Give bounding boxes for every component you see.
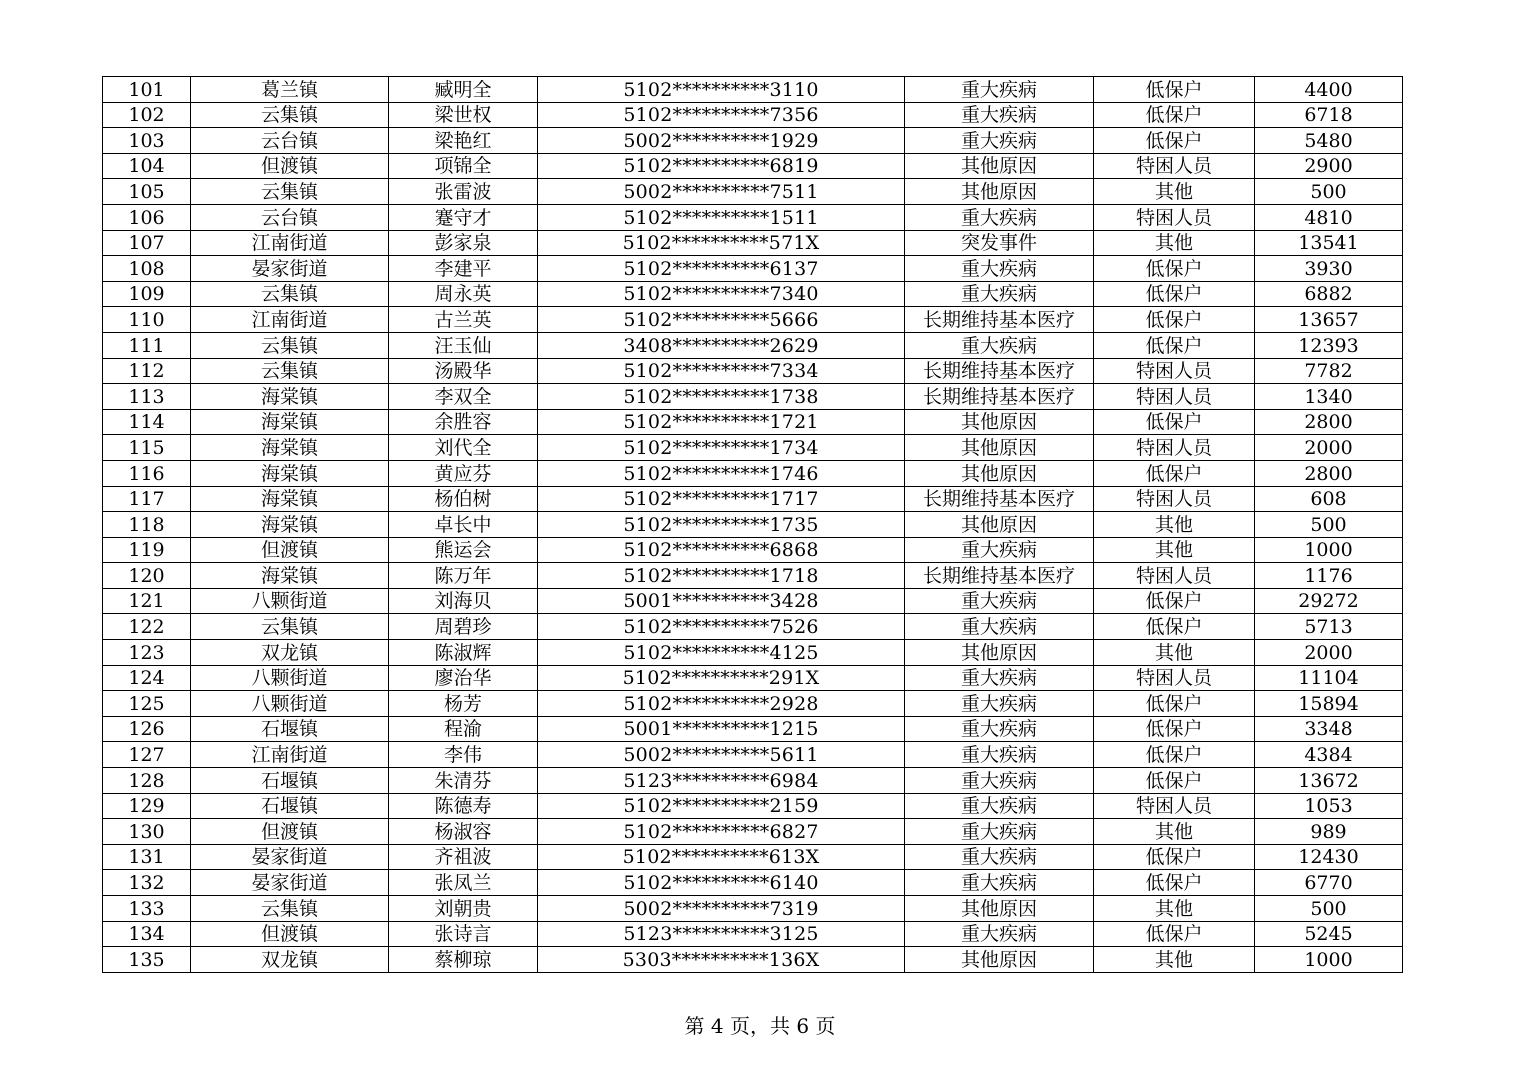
row-number-cell: 126 — [103, 716, 191, 742]
reason-cell: 长期维持基本医疗 — [905, 307, 1094, 333]
id-number-cell: 5303**********136X — [538, 947, 905, 973]
row-number-cell: 114 — [103, 409, 191, 435]
amount-cell: 1176 — [1255, 563, 1403, 589]
row-number-cell: 110 — [103, 307, 191, 333]
name-cell: 张雷波 — [389, 179, 538, 205]
category-cell: 特困人员 — [1094, 563, 1255, 589]
category-cell: 其他 — [1094, 179, 1255, 205]
reason-cell: 重大疾病 — [905, 102, 1094, 128]
town-cell: 但渡镇 — [191, 819, 389, 845]
name-cell: 臧明全 — [389, 77, 538, 103]
name-cell: 陈德寿 — [389, 793, 538, 819]
town-cell: 海棠镇 — [191, 435, 389, 461]
town-cell: 但渡镇 — [191, 537, 389, 563]
id-number-cell: 5102**********5666 — [538, 307, 905, 333]
town-cell: 葛兰镇 — [191, 77, 389, 103]
reason-cell: 其他原因 — [905, 153, 1094, 179]
table-row — [103, 588, 1403, 614]
reason-cell: 重大疾病 — [905, 588, 1094, 614]
reason-cell: 重大疾病 — [905, 691, 1094, 717]
amount-cell: 500 — [1255, 896, 1403, 922]
name-cell: 程渝 — [389, 716, 538, 742]
category-cell: 其他 — [1094, 230, 1255, 256]
name-cell: 古兰英 — [389, 307, 538, 333]
table-body — [103, 77, 1403, 973]
row-number-cell: 125 — [103, 691, 191, 717]
reason-cell: 重大疾病 — [905, 921, 1094, 947]
reason-cell: 其他原因 — [905, 896, 1094, 922]
category-cell: 低保户 — [1094, 77, 1255, 103]
row-number-cell: 130 — [103, 819, 191, 845]
amount-cell: 1000 — [1255, 947, 1403, 973]
id-number-cell: 5102**********7334 — [538, 358, 905, 384]
town-cell: 云集镇 — [191, 614, 389, 640]
id-number-cell: 5102**********1717 — [538, 486, 905, 512]
category-cell: 低保户 — [1094, 128, 1255, 154]
name-cell: 汪玉仙 — [389, 332, 538, 358]
name-cell: 李伟 — [389, 742, 538, 768]
town-cell: 但渡镇 — [191, 921, 389, 947]
id-number-cell: 5102**********1721 — [538, 409, 905, 435]
table-row — [103, 102, 1403, 128]
row-number-cell: 116 — [103, 460, 191, 486]
town-cell: 但渡镇 — [191, 153, 389, 179]
reason-cell: 长期维持基本医疗 — [905, 358, 1094, 384]
category-cell: 其他 — [1094, 640, 1255, 666]
category-cell: 其他 — [1094, 947, 1255, 973]
amount-cell: 3348 — [1255, 716, 1403, 742]
reason-cell: 重大疾病 — [905, 204, 1094, 230]
id-number-cell: 5102**********1718 — [538, 563, 905, 589]
name-cell: 熊运会 — [389, 537, 538, 563]
id-number-cell: 5102**********571X — [538, 230, 905, 256]
category-cell: 低保户 — [1094, 256, 1255, 282]
reason-cell: 长期维持基本医疗 — [905, 486, 1094, 512]
amount-cell: 2000 — [1255, 640, 1403, 666]
id-number-cell: 5102**********6140 — [538, 870, 905, 896]
row-number-cell: 132 — [103, 870, 191, 896]
table-row — [103, 307, 1403, 333]
amount-cell: 13657 — [1255, 307, 1403, 333]
id-number-cell: 5102**********2928 — [538, 691, 905, 717]
table-row — [103, 691, 1403, 717]
table-row — [103, 358, 1403, 384]
row-number-cell: 119 — [103, 537, 191, 563]
amount-cell: 3930 — [1255, 256, 1403, 282]
town-cell: 海棠镇 — [191, 384, 389, 410]
amount-cell: 500 — [1255, 179, 1403, 205]
category-cell: 低保户 — [1094, 691, 1255, 717]
town-cell: 石堰镇 — [191, 793, 389, 819]
name-cell: 刘代全 — [389, 435, 538, 461]
town-cell: 云集镇 — [191, 281, 389, 307]
amount-cell: 2900 — [1255, 153, 1403, 179]
table-row — [103, 870, 1403, 896]
category-cell: 特困人员 — [1094, 793, 1255, 819]
row-number-cell: 108 — [103, 256, 191, 282]
name-cell: 朱清芬 — [389, 768, 538, 794]
reason-cell: 重大疾病 — [905, 716, 1094, 742]
reason-cell: 长期维持基本医疗 — [905, 384, 1094, 410]
table-row — [103, 716, 1403, 742]
category-cell: 特困人员 — [1094, 358, 1255, 384]
table-row — [103, 512, 1403, 538]
town-cell: 双龙镇 — [191, 947, 389, 973]
reason-cell: 其他原因 — [905, 409, 1094, 435]
amount-cell: 5713 — [1255, 614, 1403, 640]
category-cell: 其他 — [1094, 512, 1255, 538]
reason-cell: 重大疾病 — [905, 128, 1094, 154]
row-number-cell: 106 — [103, 204, 191, 230]
table-row — [103, 819, 1403, 845]
amount-cell: 989 — [1255, 819, 1403, 845]
name-cell: 彭家泉 — [389, 230, 538, 256]
row-number-cell: 133 — [103, 896, 191, 922]
id-number-cell: 5002**********5611 — [538, 742, 905, 768]
town-cell: 八颗街道 — [191, 588, 389, 614]
town-cell: 江南街道 — [191, 307, 389, 333]
amount-cell: 5480 — [1255, 128, 1403, 154]
reason-cell: 重大疾病 — [905, 281, 1094, 307]
amount-cell: 7782 — [1255, 358, 1403, 384]
town-cell: 晏家街道 — [191, 844, 389, 870]
reason-cell: 重大疾病 — [905, 844, 1094, 870]
amount-cell: 29272 — [1255, 588, 1403, 614]
table-row — [103, 384, 1403, 410]
name-cell: 李建平 — [389, 256, 538, 282]
row-number-cell: 135 — [103, 947, 191, 973]
category-cell: 低保户 — [1094, 409, 1255, 435]
row-number-cell: 103 — [103, 128, 191, 154]
id-number-cell: 5102**********1735 — [538, 512, 905, 538]
table-row — [103, 665, 1403, 691]
row-number-cell: 134 — [103, 921, 191, 947]
table-row — [103, 77, 1403, 103]
table-row — [103, 281, 1403, 307]
category-cell: 特困人员 — [1094, 153, 1255, 179]
amount-cell: 4400 — [1255, 77, 1403, 103]
id-number-cell: 5102**********7526 — [538, 614, 905, 640]
reason-cell: 重大疾病 — [905, 819, 1094, 845]
category-cell: 低保户 — [1094, 460, 1255, 486]
name-cell: 梁艳红 — [389, 128, 538, 154]
id-number-cell: 5002**********1929 — [538, 128, 905, 154]
amount-cell: 11104 — [1255, 665, 1403, 691]
name-cell: 刘海贝 — [389, 588, 538, 614]
table-row — [103, 204, 1403, 230]
table-row — [103, 844, 1403, 870]
row-number-cell: 131 — [103, 844, 191, 870]
table-row — [103, 409, 1403, 435]
amount-cell: 1053 — [1255, 793, 1403, 819]
reason-cell: 重大疾病 — [905, 614, 1094, 640]
table-row — [103, 460, 1403, 486]
category-cell: 特困人员 — [1094, 665, 1255, 691]
id-number-cell: 5102**********1511 — [538, 204, 905, 230]
town-cell: 石堰镇 — [191, 716, 389, 742]
amount-cell: 2000 — [1255, 435, 1403, 461]
town-cell: 海棠镇 — [191, 563, 389, 589]
town-cell: 江南街道 — [191, 742, 389, 768]
id-number-cell: 5102**********613X — [538, 844, 905, 870]
amount-cell: 1340 — [1255, 384, 1403, 410]
amount-cell: 5245 — [1255, 921, 1403, 947]
row-number-cell: 118 — [103, 512, 191, 538]
name-cell: 梁世权 — [389, 102, 538, 128]
category-cell: 其他 — [1094, 819, 1255, 845]
table-row — [103, 921, 1403, 947]
amount-cell: 1000 — [1255, 537, 1403, 563]
id-number-cell: 5102**********1734 — [538, 435, 905, 461]
category-cell: 特困人员 — [1094, 435, 1255, 461]
row-number-cell: 127 — [103, 742, 191, 768]
category-cell: 低保户 — [1094, 614, 1255, 640]
town-cell: 云台镇 — [191, 128, 389, 154]
amount-cell: 15894 — [1255, 691, 1403, 717]
reason-cell: 其他原因 — [905, 460, 1094, 486]
table-row — [103, 153, 1403, 179]
relief-data-table — [102, 76, 1403, 973]
page-footer: 第 4 页，共 6 页 — [684, 1014, 836, 1038]
table-row — [103, 640, 1403, 666]
reason-cell: 其他原因 — [905, 179, 1094, 205]
row-number-cell: 101 — [103, 77, 191, 103]
row-number-cell: 111 — [103, 332, 191, 358]
name-cell: 余胜容 — [389, 409, 538, 435]
name-cell: 杨芳 — [389, 691, 538, 717]
reason-cell: 重大疾病 — [905, 256, 1094, 282]
category-cell: 低保户 — [1094, 742, 1255, 768]
id-number-cell: 5102**********291X — [538, 665, 905, 691]
town-cell: 江南街道 — [191, 230, 389, 256]
reason-cell: 其他原因 — [905, 435, 1094, 461]
town-cell: 八颗街道 — [191, 665, 389, 691]
name-cell: 项锦全 — [389, 153, 538, 179]
reason-cell: 重大疾病 — [905, 768, 1094, 794]
table-row — [103, 614, 1403, 640]
reason-cell: 突发事件 — [905, 230, 1094, 256]
town-cell: 云集镇 — [191, 896, 389, 922]
row-number-cell: 129 — [103, 793, 191, 819]
name-cell: 齐祖波 — [389, 844, 538, 870]
id-number-cell: 5123**********6984 — [538, 768, 905, 794]
category-cell: 低保户 — [1094, 102, 1255, 128]
category-cell: 低保户 — [1094, 332, 1255, 358]
category-cell: 低保户 — [1094, 921, 1255, 947]
reason-cell: 重大疾病 — [905, 332, 1094, 358]
town-cell: 晏家街道 — [191, 870, 389, 896]
category-cell: 其他 — [1094, 537, 1255, 563]
row-number-cell: 104 — [103, 153, 191, 179]
category-cell: 其他 — [1094, 896, 1255, 922]
reason-cell: 其他原因 — [905, 640, 1094, 666]
table-row — [103, 742, 1403, 768]
id-number-cell: 5102**********2159 — [538, 793, 905, 819]
town-cell: 海棠镇 — [191, 409, 389, 435]
row-number-cell: 122 — [103, 614, 191, 640]
town-cell: 双龙镇 — [191, 640, 389, 666]
reason-cell: 重大疾病 — [905, 793, 1094, 819]
amount-cell: 6718 — [1255, 102, 1403, 128]
name-cell: 汤殿华 — [389, 358, 538, 384]
town-cell: 云台镇 — [191, 204, 389, 230]
id-number-cell: 5102**********6819 — [538, 153, 905, 179]
id-number-cell: 5102**********7340 — [538, 281, 905, 307]
category-cell: 低保户 — [1094, 768, 1255, 794]
name-cell: 李双全 — [389, 384, 538, 410]
id-number-cell: 3408**********2629 — [538, 332, 905, 358]
table-row — [103, 128, 1403, 154]
reason-cell: 重大疾病 — [905, 537, 1094, 563]
amount-cell: 6770 — [1255, 870, 1403, 896]
town-cell: 石堰镇 — [191, 768, 389, 794]
reason-cell: 重大疾病 — [905, 665, 1094, 691]
amount-cell: 500 — [1255, 512, 1403, 538]
row-number-cell: 113 — [103, 384, 191, 410]
name-cell: 卓长中 — [389, 512, 538, 538]
table-row — [103, 435, 1403, 461]
row-number-cell: 102 — [103, 102, 191, 128]
name-cell: 黄应芬 — [389, 460, 538, 486]
name-cell: 蔡柳琼 — [389, 947, 538, 973]
id-number-cell: 5102**********6827 — [538, 819, 905, 845]
row-number-cell: 115 — [103, 435, 191, 461]
name-cell: 杨淑容 — [389, 819, 538, 845]
amount-cell: 2800 — [1255, 409, 1403, 435]
category-cell: 低保户 — [1094, 307, 1255, 333]
reason-cell: 长期维持基本医疗 — [905, 563, 1094, 589]
town-cell: 海棠镇 — [191, 512, 389, 538]
id-number-cell: 5102**********1738 — [538, 384, 905, 410]
category-cell: 特困人员 — [1094, 384, 1255, 410]
id-number-cell: 5102**********7356 — [538, 102, 905, 128]
table-row — [103, 256, 1403, 282]
amount-cell: 4384 — [1255, 742, 1403, 768]
town-cell: 晏家街道 — [191, 256, 389, 282]
name-cell: 陈万年 — [389, 563, 538, 589]
amount-cell: 6882 — [1255, 281, 1403, 307]
id-number-cell: 5002**********7511 — [538, 179, 905, 205]
table-row — [103, 537, 1403, 563]
name-cell: 廖治华 — [389, 665, 538, 691]
town-cell: 海棠镇 — [191, 486, 389, 512]
table-row — [103, 332, 1403, 358]
town-cell: 云集镇 — [191, 332, 389, 358]
category-cell: 低保户 — [1094, 588, 1255, 614]
id-number-cell: 5102**********4125 — [538, 640, 905, 666]
town-cell: 云集镇 — [191, 358, 389, 384]
table-row — [103, 179, 1403, 205]
amount-cell: 13541 — [1255, 230, 1403, 256]
row-number-cell: 112 — [103, 358, 191, 384]
table-row — [103, 486, 1403, 512]
id-number-cell: 5002**********7319 — [538, 896, 905, 922]
category-cell: 低保户 — [1094, 716, 1255, 742]
row-number-cell: 128 — [103, 768, 191, 794]
category-cell: 特困人员 — [1094, 486, 1255, 512]
amount-cell: 12430 — [1255, 844, 1403, 870]
name-cell: 张诗言 — [389, 921, 538, 947]
name-cell: 张凤兰 — [389, 870, 538, 896]
id-number-cell: 5102**********3110 — [538, 77, 905, 103]
row-number-cell: 120 — [103, 563, 191, 589]
name-cell: 周碧珍 — [389, 614, 538, 640]
amount-cell: 13672 — [1255, 768, 1403, 794]
name-cell: 周永英 — [389, 281, 538, 307]
id-number-cell: 5102**********1746 — [538, 460, 905, 486]
row-number-cell: 117 — [103, 486, 191, 512]
name-cell: 杨伯树 — [389, 486, 538, 512]
row-number-cell: 107 — [103, 230, 191, 256]
id-number-cell: 5001**********1215 — [538, 716, 905, 742]
town-cell: 云集镇 — [191, 102, 389, 128]
town-cell: 八颗街道 — [191, 691, 389, 717]
category-cell: 特困人员 — [1094, 204, 1255, 230]
reason-cell: 其他原因 — [905, 947, 1094, 973]
reason-cell: 其他原因 — [905, 512, 1094, 538]
name-cell: 刘朝贵 — [389, 896, 538, 922]
amount-cell: 4810 — [1255, 204, 1403, 230]
name-cell: 陈淑辉 — [389, 640, 538, 666]
reason-cell: 重大疾病 — [905, 870, 1094, 896]
town-cell: 云集镇 — [191, 179, 389, 205]
amount-cell: 608 — [1255, 486, 1403, 512]
category-cell: 低保户 — [1094, 844, 1255, 870]
row-number-cell: 124 — [103, 665, 191, 691]
id-number-cell: 5001**********3428 — [538, 588, 905, 614]
town-cell: 海棠镇 — [191, 460, 389, 486]
row-number-cell: 121 — [103, 588, 191, 614]
table-row — [103, 230, 1403, 256]
name-cell: 蹇守才 — [389, 204, 538, 230]
row-number-cell: 123 — [103, 640, 191, 666]
id-number-cell: 5123**********3125 — [538, 921, 905, 947]
reason-cell: 重大疾病 — [905, 77, 1094, 103]
table-row — [103, 896, 1403, 922]
category-cell: 低保户 — [1094, 870, 1255, 896]
table-row — [103, 947, 1403, 973]
table-row — [103, 563, 1403, 589]
row-number-cell: 105 — [103, 179, 191, 205]
row-number-cell: 109 — [103, 281, 191, 307]
amount-cell: 2800 — [1255, 460, 1403, 486]
table-row — [103, 768, 1403, 794]
reason-cell: 重大疾病 — [905, 742, 1094, 768]
amount-cell: 12393 — [1255, 332, 1403, 358]
category-cell: 低保户 — [1094, 281, 1255, 307]
table-row — [103, 793, 1403, 819]
id-number-cell: 5102**********6868 — [538, 537, 905, 563]
id-number-cell: 5102**********6137 — [538, 256, 905, 282]
